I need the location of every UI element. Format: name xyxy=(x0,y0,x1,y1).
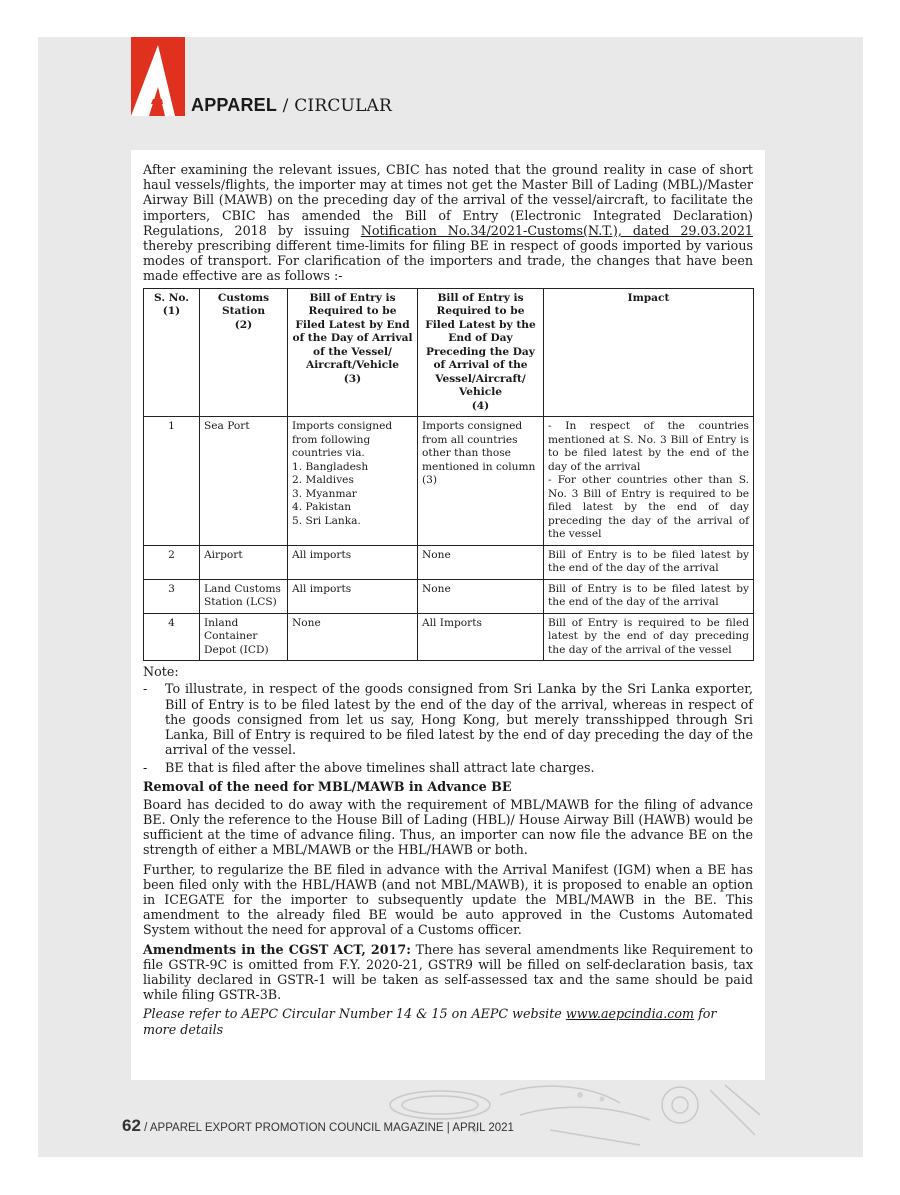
refer-paragraph xyxy=(143,1006,753,1036)
table-row xyxy=(144,579,754,613)
note-text: BE that is filed after the above timelines shall attract late charges. xyxy=(165,760,595,776)
header-customs-station: Customs Station (2) xyxy=(200,288,288,417)
apparel-logo-icon xyxy=(131,37,185,116)
amendments-paragraph xyxy=(143,942,753,1003)
notification-link[interactable]: Notification No.34/2021-Customs(N.T.), dated 29.03.2021 xyxy=(360,222,753,238)
cell-arrival-day: All imports xyxy=(288,579,418,613)
table-header-row xyxy=(144,288,754,417)
cell-sno: 1 xyxy=(144,417,200,546)
removal-paragraph-1: Board has decided to do away with the requirement of MBL/MAWB for the filing of advance BE. Only the reference to the House Bill of Lading (HBL)/ House Airway Bill (HAWB) would be sufficient at the time of advance filing. Thus, an importer can now file the advance BE on the strength of either a MBL/MAWB or the HBL/HAWB or both. xyxy=(143,796,753,858)
footer-text: / APPAREL EXPORT PROMOTION COUNCIL MAGAZINE | APRIL 2021 xyxy=(140,1122,514,1134)
cell-arrival-day: None xyxy=(288,613,418,661)
refer-text-1: Please refer to AEPC Circular Number 14 & 15 on AEPC website xyxy=(143,1006,566,1022)
section-title-sub: / CIRCULAR xyxy=(277,96,393,116)
section-title xyxy=(191,95,392,116)
note-text: To illustrate, in respect of the goods consigned from Sri Lanka by the Sri Lanka exporter, Bill of Entry is to be filed latest by the end of the day of the arrival, whereas in respect of the goods consigned from let us say, Hong Kong, but merely transshipped through Sri Lanka, Bill of Entry is required to be filed latest by the end of day preceding the day of the arrival of the vessel. xyxy=(165,681,753,758)
note-item: - BE that is filed after the above timelines shall attract late charges. xyxy=(143,760,753,775)
cell-preceding-day: Imports consigned from all countries other than those mentioned in column (3) xyxy=(418,417,544,546)
cell-preceding-day: None xyxy=(418,579,544,613)
intro-paragraph xyxy=(143,162,753,284)
bill-of-entry-table xyxy=(143,288,754,662)
page-footer xyxy=(122,1116,514,1136)
cell-preceding-day: None xyxy=(418,545,544,579)
section-title-main: APPAREL xyxy=(191,95,278,115)
header-preceding-day: Bill of Entry is Required to be Filed Latest by the End of Day Preceding the Day of Arrival of the Vessel/Aircraft/ Vehicle (4) xyxy=(418,288,544,417)
amendments-lead: Amendments in the CGST ACT, 2017: xyxy=(143,941,411,957)
removal-heading: Removal of the need for MBL/MAWB in Advance BE xyxy=(143,778,512,794)
cell-arrival-day: All imports xyxy=(288,545,418,579)
header-sno: S. No. (1) xyxy=(144,288,200,417)
table-row xyxy=(144,613,754,661)
cell-preceding-day: All Imports xyxy=(418,613,544,661)
table-row xyxy=(144,545,754,579)
aepc-website-link[interactable]: www.aepcindia.com xyxy=(565,1006,695,1022)
note-title: Note: xyxy=(143,664,179,680)
cell-impact: Bill of Entry is required to be filed latest by the end of day preceding the day of the arrival of the vessel xyxy=(544,613,754,661)
table-row xyxy=(144,417,754,546)
header-arrival-day: Bill of Entry is Required to be Filed Latest by End of the Day of Arrival of the Vessel/ Aircraft/Vehicle (3) xyxy=(288,288,418,417)
header-impact: Impact xyxy=(544,288,754,417)
note-item: - To illustrate, in respect of the goods consigned from Sri Lanka by the Sri Lanka exporter, Bill of Entry is to be filed latest by the end of the day of the arrival, whereas in respect of the goods consigned from let us say, Hong Kong, but merely transshipped through Sri Lanka, Bill of Entry is required to be filed latest by the end of day preceding the day of the arrival of the vessel. xyxy=(143,681,753,758)
intro-text-2: thereby prescribing different time-limits for filing BE in respect of goods imported by various modes of transport. For clarification of the importers and trade, the changes that have been made effective are as follows :- xyxy=(143,238,753,284)
cell-sno: 2 xyxy=(144,545,200,579)
cell-station: Land Customs Station (LCS) xyxy=(200,579,288,613)
cell-impact: - In respect of the countries mentioned at S. No. 3 Bill of Entry is to be filed latest by the end of the day of the arrival - For other countries other than S. No. 3 Bill of Entry is required to be filed latest by the end of day preceding the day of the arrival of the vessel xyxy=(544,417,754,546)
intro-text-1: After examining the relevant issues, CBIC has noted that the ground reality in case of short haul vessels/flights, the importer may at times not get the Master Bill of Lading (MBL)/Master Airway Bill (MAWB) on the preceding day of the arrival of the vessel/aircraft, to facilitate the importers, CBIC has amended the Bill of Entry (Electronic Integrated Declaration) Regulations, 2018 by issuing xyxy=(143,162,753,238)
cell-impact: Bill of Entry is to be filed latest by the end of the day of the arrival xyxy=(544,579,754,613)
page-number: 62 xyxy=(122,1116,141,1135)
cell-arrival-day: Imports consigned from following countries via. 1. Bangladesh 2. Maldives 3. Myanmar 4. Pakistan 5. Sri Lanka. xyxy=(288,417,418,546)
cell-station: Inland Container Depot (ICD) xyxy=(200,613,288,661)
amendments-text: There has several amendments like Requirement to file GSTR-9C is omitted from F.Y. 2020-21, GSTR9 will be filled on self-declaration basis, tax liability declared in GSTR-1 will be taken as self-assessed tax and the same should be paid while filing GSTR-3B. xyxy=(143,941,753,1003)
cell-station: Sea Port xyxy=(200,417,288,546)
article-body xyxy=(131,150,765,1080)
sewing-decoration-icon xyxy=(380,1075,765,1155)
removal-paragraph-2: Further, to regularize the BE filed in advance with the Arrival Manifest (IGM) when a BE has been filed only with the HBL/HAWB (and not MBL/MAWB), it is proposed to enable an option in ICEGATE for the importer to subsequently update the MBL/MAWB in the BE. This amendment to the already filed BE would be auto approved in the Customs Automated System without the need for approval of a Customs officer. xyxy=(143,861,753,938)
cell-impact: Bill of Entry is to be filed latest by the end of the day of the arrival xyxy=(544,545,754,579)
cell-station: Airport xyxy=(200,545,288,579)
refer-text-2: for more details xyxy=(143,1006,717,1037)
cell-sno: 3 xyxy=(144,579,200,613)
cell-sno: 4 xyxy=(144,613,200,661)
